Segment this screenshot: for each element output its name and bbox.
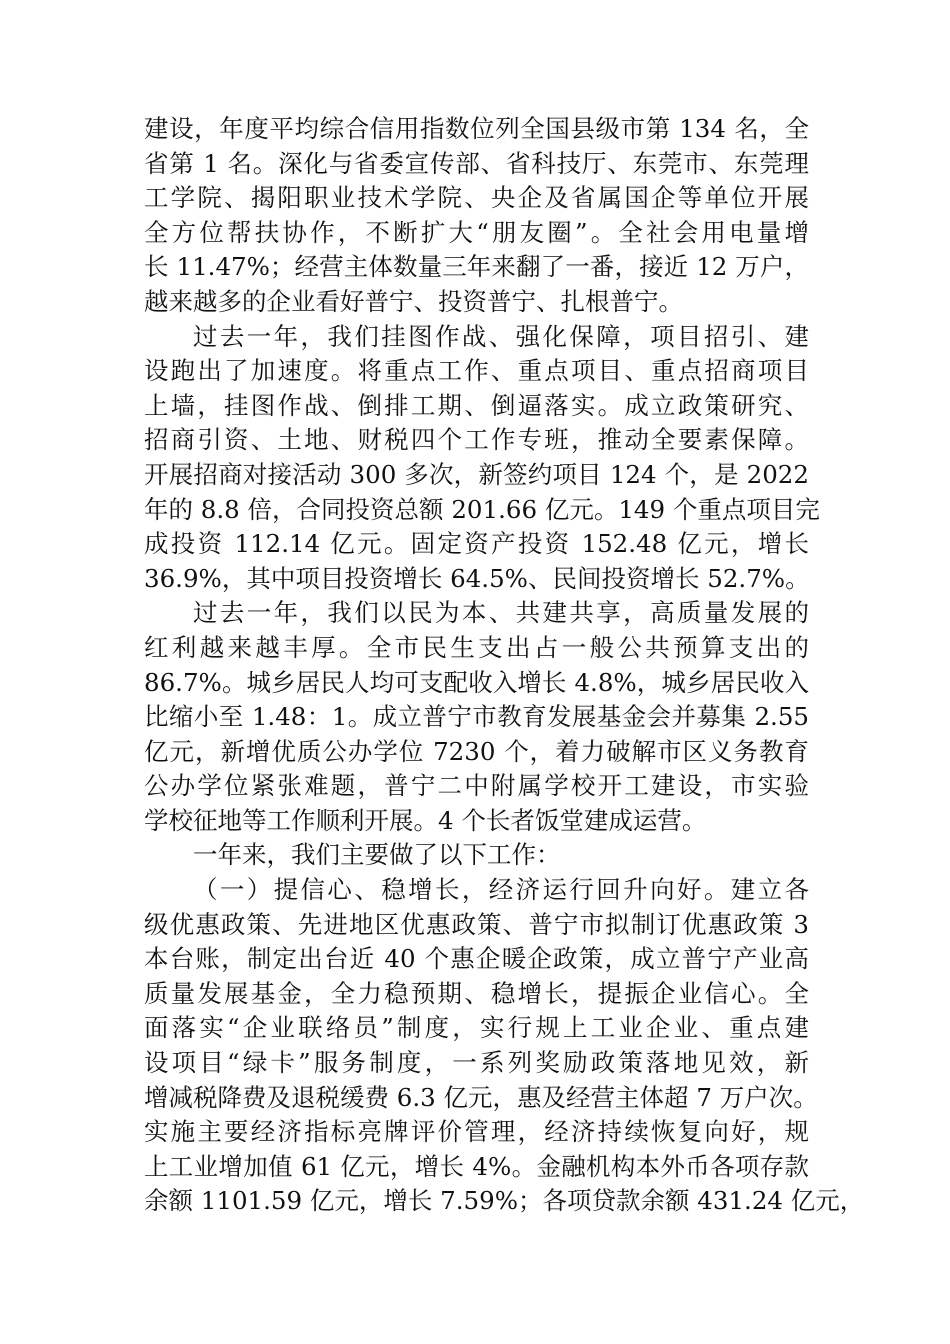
paragraph-livelihood xyxy=(144,596,809,838)
text-line: 成投资 112.14 亿元。固定资产投资 152.48 亿元，增长 xyxy=(144,529,809,559)
text-line: 设项目“绿卡”服务制度，一系列奖励政策落地见效，新 xyxy=(144,1048,809,1078)
text-line: 面落实“企业联络员”制度，实行规上工业企业、重点建 xyxy=(144,1013,809,1043)
text-line: 比缩小至 1.48：1。成立普宁市教育发展基金会并募集 2.55 xyxy=(144,702,809,732)
text-line: 开展招商对接活动 300 多次，新签约项目 124 个，是 2022 xyxy=(144,459,809,489)
text-line: 全方位帮扶协作，不断扩大“朋友圈”。全社会用电量增 xyxy=(144,217,809,247)
paragraph-project-investment xyxy=(144,320,820,597)
text-line: 设跑出了加速度。将重点工作、重点项目、重点招商项目 xyxy=(144,356,809,386)
text-line: （一）提信心、稳增长，经济运行回升向好。建立各 xyxy=(193,875,809,905)
text-line: 过去一年，我们以民为本、共建共享，高质量发展的 xyxy=(193,598,809,628)
text-line: 省第 1 名。深化与省委宣传部、省科技厅、东莞市、东莞理 xyxy=(144,148,809,178)
text-line: 年的 8.8 倍，合同投资总额 201.66 亿元。149 个重点项目完 xyxy=(144,494,820,524)
text-line: 实施主要经济指标亮牌评价管理，经济持续恢复向好，规 xyxy=(144,1117,809,1147)
text-line: 增减税降费及退税缓费 6.3 亿元，惠及经营主体超 7 万户次。 xyxy=(144,1082,818,1112)
text-line: 过去一年，我们挂图作战、强化保障，项目招引、建 xyxy=(193,321,809,351)
paragraph-work-intro xyxy=(144,838,809,873)
text-line: 红利越来越丰厚。全市民生支出占一般公共预算支出的 xyxy=(144,632,809,662)
text-line: 上工业增加值 61 亿元，增长 4%。金融机构本外币各项存款 xyxy=(144,1151,809,1181)
text-line: 86.7%。城乡居民人均可支配收入增长 4.8%，城乡居民收入 xyxy=(144,667,809,697)
text-line: 招商引资、土地、财税四个工作专班，推动全要素保障。 xyxy=(144,425,809,455)
document-page xyxy=(144,112,865,1219)
paragraph-confidence-growth xyxy=(144,873,865,1219)
text-line: 本台账，制定出台近 40 个惠企暖企政策，成立普宁产业高 xyxy=(144,944,809,974)
text-line: 越来越多的企业看好普宁、投资普宁、扎根普宁。 xyxy=(144,286,683,316)
text-line: 工学院、揭阳职业技术学院、央企及省属国企等单位开展 xyxy=(144,183,809,213)
text-line: 质量发展基金，全力稳预期、稳增长，提振企业信心。全 xyxy=(144,978,809,1008)
text-line: 长 11.47%；经营主体数量三年来翻了一番，接近 12 万户， xyxy=(144,252,809,282)
text-line: 上墙，挂图作战、倒排工期、倒逼落实。成立政策研究、 xyxy=(144,390,809,420)
text-line: 级优惠政策、先进地区优惠政策、普宁市拟制订优惠政策 3 xyxy=(144,909,809,939)
paragraph-credit-index xyxy=(144,112,809,320)
text-line: 一年来，我们主要做了以下工作： xyxy=(193,840,561,870)
text-line: 余额 1101.59 亿元，增长 7.59%；各项贷款余额 431.24 亿元， xyxy=(144,1186,865,1216)
text-line: 36.9%，其中项目投资增长 64.5%、民间投资增长 52.7%。 xyxy=(144,563,810,593)
text-line: 建设，年度平均综合信用指数位列全国县级市第 134 名，全 xyxy=(144,114,809,143)
text-line: 学校征地等工作顺利开展。4 个长者饭堂建成运营。 xyxy=(144,805,707,835)
text-line: 亿元，新增优质公办学位 7230 个，着力破解市区义务教育 xyxy=(144,736,809,766)
text-line: 公办学位紧张难题，普宁二中附属学校开工建设，市实验 xyxy=(144,771,809,801)
